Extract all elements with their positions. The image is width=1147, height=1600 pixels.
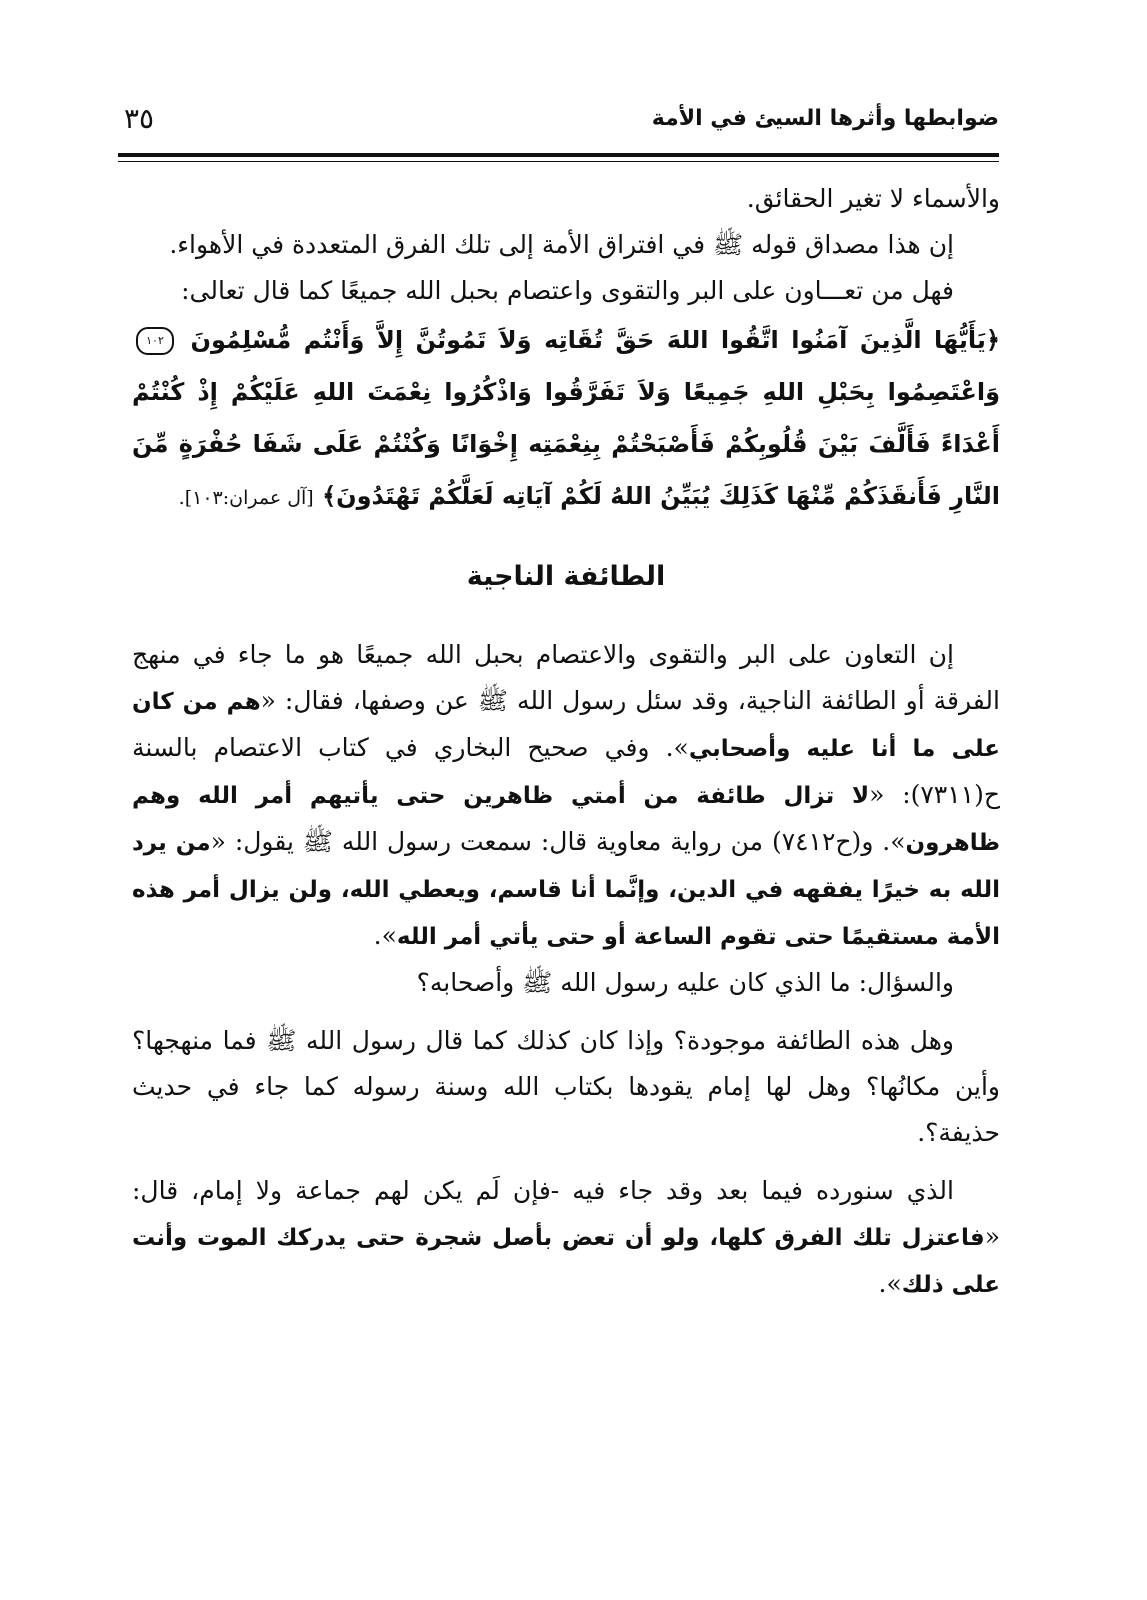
hadith-quote-3: من يرد الله به خيرًا يفقهه في الدين، وإنَّما أنا قاسم، ويعطي الله، ولن يزال أمر هذه الأمة مستقيمًا حتى تقوم الساعة أو حتى يأتي أمر الله (132, 830, 1000, 950)
quran-verse-part-1: ﴿يَأَيُّهَا الَّذِينَ آمَنُوا اتَّقُوا اللهَ حَقَّ تُقَاتِه وَلاَ تَمُوتُنَّ إِلاَّ وَأَنْتُم مُّسْلِمُونَ (190, 326, 1001, 354)
hadith-quote-1: هم من كان على ما أنا عليه وأصحابي (132, 689, 1000, 762)
paragraph-7 (132, 1168, 1000, 1308)
quran-citation: [آل عمران:١٠٣]. (178, 487, 314, 509)
paragraph-5: والسؤال: ما الذي كان عليه رسول الله ﷺ وأصحابه؟ (416, 968, 954, 997)
quran-verse-part-2: وَاعْتَصِمُوا بِحَبْلِ اللهِ جَمِيعًا وَلاَ تَفَرَّقُوا وَاذْكُرُوا نِعْمَتَ اللهِ عَلَيْكُمْ إِذْ كُنْتُمْ أَعْدَاءً فَأَلَّفَ بَيْنَ قُلُوبِكُمْ فَأَصْبَحْتُمْ بِنِعْمَتِه إِخْوَانًا وَكُنْتُمْ عَلَى شَفَا حُفْرَةٍ مِّنَ النَّارِ فَأَنقَذَكُمْ مِّنْهَا كَذَلِكَ يُبَيِّنُ اللهُ لَكُمْ آيَاتِه لَعَلَّكُمْ تَهْتَدُونَ﴾ (132, 378, 1000, 510)
page-header (118, 100, 999, 146)
hadith-quote-4: فاعتزل تلك الفرق كلها، ولو أن تعض بأصل شجرة حتى يدركك الموت وأنت على ذلك (132, 1225, 1000, 1298)
paragraph-4-text-c: ». و(ح٧٤١٢) من رواية معاوية قال: سمعت رسول الله ﷺ يقول: « (210, 827, 906, 856)
ayah-number-mark: ١٠٢ (136, 327, 174, 355)
paragraph-7-text-a: الذي سنورده فيما بعد وقد جاء فيه -فإن لَم يكن لهم جماعة ولا إمام، قال: « (132, 1176, 1000, 1251)
paragraph-3: فهل من تعـــاون على البر والتقوى واعتصام بحبل الله جميعًا كما قال تعالى: (181, 276, 954, 305)
running-head: ضوابطها وأثرها السيئ في الأمة (651, 106, 999, 131)
page-number: ٣٥ (124, 102, 155, 135)
paragraph-2: إن هذا مصداق قوله ﷺ في افتراق الأمة إلى تلك الفرق المتعددة في الأهواء. (169, 230, 954, 259)
header-rule-thin (118, 161, 999, 162)
paragraph-6: وهل هذه الطائفة موجودة؟ وإذا كان كذلك كما قال رسول الله ﷺ فما منهجها؟ وأين مكانُها؟ وهل لها إمام يقودها بكتاب الله وسنة رسوله كما جاء في حديث حذيفة؟. (132, 1026, 1000, 1147)
paragraph-7-text-b: ». (878, 1269, 902, 1298)
page-body (132, 176, 1000, 1308)
spacer (132, 1156, 1000, 1168)
paragraph-4-text-b: ». وفي صحيح البخاري في كتاب الاعتصام بالسنة ح(٧٣١١): « (132, 733, 1000, 809)
header-rule-thick (118, 153, 999, 157)
spacer (132, 1006, 1000, 1018)
section-title: الطائفة الناجية (466, 561, 666, 592)
paragraph-4-text-d: ». (373, 921, 397, 950)
paragraph-4 (132, 632, 1000, 960)
paragraph-4-text-a: إن التعاون على البر والتقوى والاعتصام بحبل الله جميعًا هو ما جاء في منهج الفرقة أو الطائفة الناجية، وقد سئل رسول الله ﷺ عن وصفها، فقال: « (132, 640, 1000, 715)
hadith-quote-2: لا تزال طائفة من أمتي ظاهرين حتى يأتيهم أمر الله وهم ظاهرون (132, 783, 1000, 856)
paragraph-1: والأسماء لا تغير الحقائق. (746, 184, 1000, 213)
quran-verse (132, 314, 1000, 524)
